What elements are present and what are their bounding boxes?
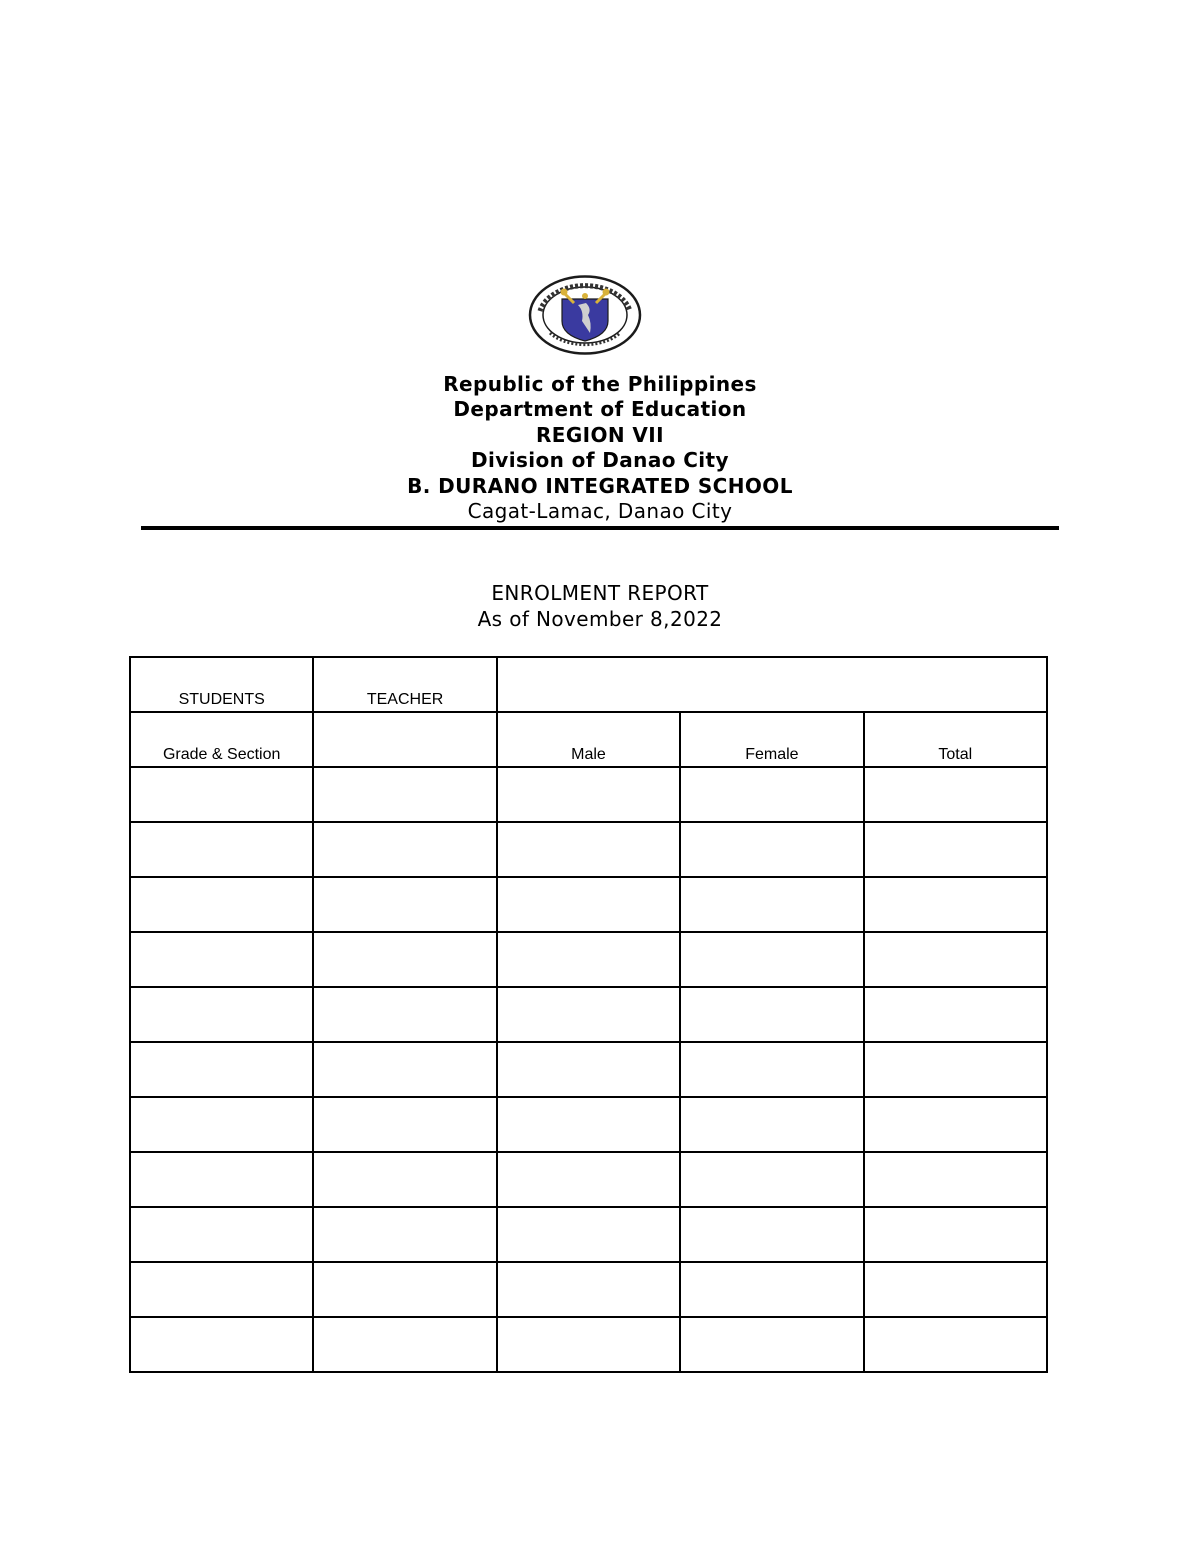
grade-section-cell [130,1042,313,1097]
male-cell [497,822,680,877]
female-cell [680,822,863,877]
header-male: Male [497,712,680,767]
female-cell [680,1317,863,1372]
female-cell [680,1262,863,1317]
letterhead-department: Department of Education [453,397,747,422]
female-cell [680,1042,863,1097]
total-cell [864,1317,1047,1372]
teacher-cell [313,1097,496,1152]
table-row [130,932,1047,987]
table-row [130,1097,1047,1152]
deped-seal-icon [528,275,642,355]
grade-section-cell [130,1152,313,1207]
female-cell [680,1097,863,1152]
header-enrolment-span [497,657,1047,712]
teacher-cell [313,767,496,822]
letterhead-region: REGION VII [536,422,664,447]
table-row [130,1317,1047,1372]
header-female: Female [680,712,863,767]
total-cell [864,1042,1047,1097]
female-cell [680,767,863,822]
grade-section-cell [130,932,313,987]
total-cell [864,1152,1047,1207]
total-cell [864,877,1047,932]
male-cell [497,1097,680,1152]
header-teacher-blank [313,712,496,767]
total-cell [864,1262,1047,1317]
header-grade-section: Grade & Section [130,712,313,767]
report-date: As of November 8,2022 [477,607,723,631]
female-cell [680,932,863,987]
female-cell [680,877,863,932]
teacher-cell [313,1262,496,1317]
grade-section-cell [130,1262,313,1317]
total-cell [864,1097,1047,1152]
table-subheader-row [130,712,1047,767]
header-teacher: TEACHER [313,657,496,712]
enrolment-table [129,656,1048,1373]
grade-section-cell [130,1207,313,1262]
teacher-cell [313,932,496,987]
female-cell [680,987,863,1042]
male-cell [497,1262,680,1317]
total-cell [864,1207,1047,1262]
table-body [130,767,1047,1372]
total-cell [864,932,1047,987]
report-title: ENROLMENT REPORT [491,581,709,605]
female-cell [680,1152,863,1207]
header-divider [141,526,1059,530]
letterhead-division: Division of Danao City [471,448,729,473]
female-cell [680,1207,863,1262]
male-cell [497,987,680,1042]
male-cell [497,767,680,822]
teacher-cell [313,987,496,1042]
teacher-cell [313,1207,496,1262]
male-cell [497,1317,680,1372]
school-address: Cagat-Lamac, Danao City [467,499,733,524]
header-total: Total [864,712,1047,767]
male-cell [497,1152,680,1207]
teacher-cell [313,822,496,877]
teacher-cell [313,1042,496,1097]
table-row [130,822,1047,877]
header-students: STUDENTS [130,657,313,712]
grade-section-cell [130,1097,313,1152]
male-cell [497,1207,680,1262]
table-row [130,1262,1047,1317]
grade-section-cell [130,822,313,877]
total-cell [864,767,1047,822]
male-cell [497,1042,680,1097]
teacher-cell [313,1152,496,1207]
table-row [130,767,1047,822]
table-row [130,1042,1047,1097]
male-cell [497,877,680,932]
table-row [130,987,1047,1042]
grade-section-cell [130,987,313,1042]
school-name: B. DURANO INTEGRATED SCHOOL [407,473,793,498]
table-row [130,1152,1047,1207]
grade-section-cell [130,877,313,932]
total-cell [864,987,1047,1042]
teacher-cell [313,1317,496,1372]
teacher-cell [313,877,496,932]
letterhead-country: Republic of the Philippines [443,372,757,396]
grade-section-cell [130,767,313,822]
table-row [130,1207,1047,1262]
table-header-row [130,657,1047,712]
male-cell [497,932,680,987]
grade-section-cell [130,1317,313,1372]
table-row [130,877,1047,932]
letterhead [0,372,1200,524]
total-cell [864,822,1047,877]
